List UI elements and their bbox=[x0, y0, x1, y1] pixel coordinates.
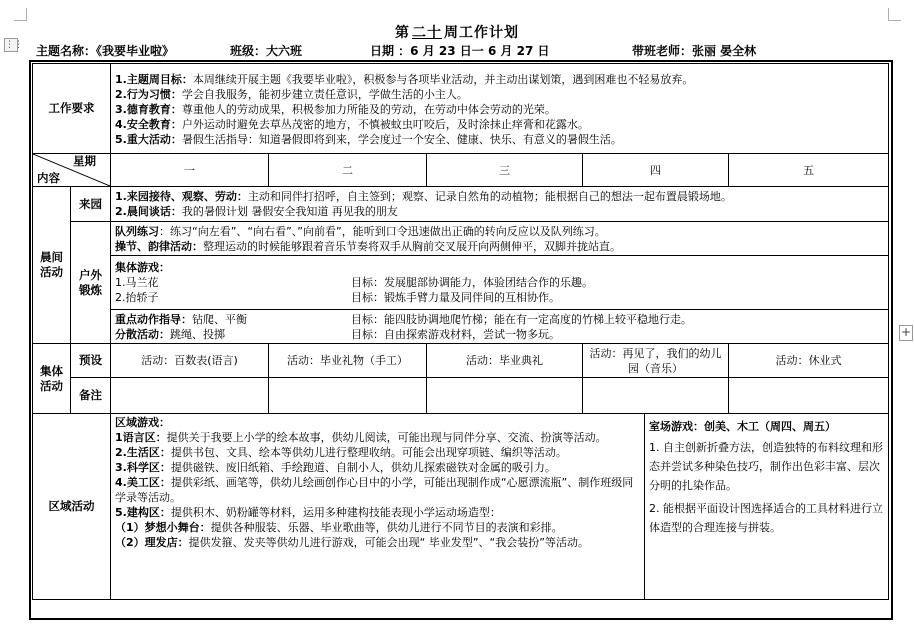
week-header-row bbox=[33, 154, 889, 187]
preset-label: 预设 bbox=[71, 344, 111, 378]
table-move-handle[interactable]: ⋮⋮ bbox=[5, 40, 23, 50]
outdoor-line: 队列练习：练习“向左看”、“向右看”、”向前看”，能听到口令迅速做出正确的转向反应以及队列练习。 bbox=[115, 224, 606, 238]
area-item: 2.生活区：提供书包、文具、绘本等供幼儿进行整理收纳。可能会出现穿项链、编织等活动。 bbox=[115, 446, 567, 459]
weekday-header-label: 星期 bbox=[73, 154, 96, 168]
day-thursday: 四 bbox=[583, 154, 729, 187]
group-games-title: 集体游戏： bbox=[115, 261, 170, 274]
remark-thursday bbox=[583, 378, 729, 414]
content-header-label: 内容 bbox=[37, 171, 60, 185]
requirement-item: 5.重大活动：暑假生活指导：知道暑假即将到来，学会度过一个安全、健康、快乐、有意义的暑假生活。 bbox=[115, 132, 622, 146]
area-games-title: 区域游戏： bbox=[115, 416, 170, 429]
room-games-title: 室场游戏：创美、木工（周四、周五） bbox=[649, 420, 836, 433]
room-game-item: 2. 能根据平面设计图选择适合的工具材料进行立体造型的合理连接与拼装。 bbox=[649, 502, 883, 534]
group-game-item: 2.抬轿子 目标：锻炼手臂力量及同伴间的互相协作。 bbox=[115, 291, 560, 304]
day-tuesday: 二 bbox=[269, 154, 427, 187]
collective-preset-row bbox=[33, 344, 889, 378]
collective-activity-wednesday: 活动：毕业典礼 bbox=[427, 344, 583, 378]
arrival-label: 来园 bbox=[71, 187, 111, 222]
requirement-item: 3.德育教育：尊重他人的劳动成果，积极参加力所能及的劳动，在劳动中体会劳动的光荣。 bbox=[115, 102, 556, 116]
document-title bbox=[0, 22, 914, 42]
collective-activity-tuesday: 活动：毕业礼物（手工） bbox=[269, 344, 427, 378]
outdoor-row bbox=[33, 222, 889, 256]
skill-item: 重点动作指导：钻爬、平衡 目标：能四肢协调地爬竹梯；能在有一定高度的竹梯上较平稳地行走。 bbox=[115, 312, 692, 326]
area-item: （2）理发店：提供发箍、发夹等供幼儿进行游戏，可能会出现“ 毕业发型”、“我会装扮”等活动。 bbox=[115, 536, 589, 549]
area-item: 3.科学区：提供磁铁、废旧纸箱、手绘跑道、自制小人，供幼儿探索磁铁对金属的吸引力。 bbox=[115, 461, 556, 474]
requirement-item: 4.安全教育：户外运动时避免去草丛茂密的地方，不慎被蚊虫叮咬后，及时涂抹止痒膏和花露水。 bbox=[115, 117, 589, 131]
day-friday: 五 bbox=[729, 154, 889, 187]
area-item: （1）梦想小舞台：提供各种服装、乐器、毕业歌曲等，供幼儿进行不同节目的表演和彩排。 bbox=[115, 521, 563, 534]
skill-item: 分散活动：跳绳、投掷 目标：自由探索游戏材料，尝试一物多玩。 bbox=[115, 327, 560, 341]
requirement-item: 1.主题周目标：本周继续开展主题《我要毕业啦》，积极参与各项毕业活动，并主动出谋划策，遇到困难也不轻易放弃。 bbox=[115, 72, 694, 86]
area-item: 4.美工区：提供彩纸、画笔等，供幼儿绘画创作心目中的小学，可能出现制作成“心愿漂流瓶”、制作班级同学录等活动。 bbox=[115, 476, 634, 504]
skills-content bbox=[111, 310, 889, 344]
morning-activity-label: 晨间活动 bbox=[33, 187, 71, 344]
header-info bbox=[36, 42, 896, 60]
remark-monday bbox=[111, 378, 269, 414]
collective-remark-row bbox=[33, 378, 889, 414]
week-number: 二十 bbox=[412, 25, 442, 41]
title-prefix: 第 bbox=[395, 25, 410, 41]
remark-wednesday bbox=[427, 378, 583, 414]
remark-friday bbox=[729, 378, 889, 414]
room-game-item: 1. 自主创新折叠方法，创造独特的布料纹理和形态并尝试多种染色技巧，制作出色彩丰富、层次分明的扎染作品。 bbox=[649, 441, 883, 492]
date-range: 日期 ：6 月 23 日一 6 月 27 日 bbox=[370, 44, 550, 58]
theme-name: 主题名称：《我要毕业啦》 bbox=[36, 44, 175, 58]
requirements-content bbox=[111, 64, 889, 154]
teachers: 带班老师：张丽 晏全林 bbox=[632, 44, 757, 58]
skills-row bbox=[33, 310, 889, 344]
outdoor-line: 操节、韵律活动：整理运动的时候能够跟着音乐节奏将双手从胸前交叉展开向两侧伸平，双脚并拢站直。 bbox=[115, 239, 621, 253]
group-game-item: 1.马兰花 目标：发展腿部协调能力，体验团结合作的乐趣。 bbox=[115, 276, 593, 289]
arrival-line: 1.来园接待、观察、劳动：主动和同伴打招呼，自主签到；观察、记录自然角的动植物；能根据自己的想法一起布置晨锻场地。 bbox=[115, 190, 732, 203]
page-corner-mark bbox=[14, 8, 27, 21]
page-corner-mark bbox=[888, 8, 901, 21]
remark-tuesday bbox=[269, 378, 427, 414]
add-column-button[interactable]: + bbox=[900, 325, 912, 339]
collective-activity-friday: 活动：休业式 bbox=[729, 344, 889, 378]
group-games-content bbox=[111, 256, 889, 310]
week-content-corner bbox=[33, 154, 111, 187]
arrival-row bbox=[33, 187, 889, 222]
collective-activity-thursday: 活动：再见了，我们的幼儿园（音乐） bbox=[583, 344, 729, 378]
collective-activity-monday: 活动：百数表(语言) bbox=[111, 344, 269, 378]
area-games-content bbox=[111, 414, 645, 600]
arrival-content bbox=[111, 187, 889, 222]
weekly-plan-table bbox=[32, 63, 889, 600]
area-item: 1语言区：提供关于我要上小学的绘本故事，供幼儿阅读，可能出现与同伴分享、交流、扮演等活动。 bbox=[115, 431, 607, 444]
day-monday: 一 bbox=[111, 154, 269, 187]
remark-label: 备注 bbox=[71, 378, 111, 414]
collective-activity-label: 集体活动 bbox=[33, 344, 71, 414]
outdoor-exercise-label: 户外锻炼 bbox=[71, 222, 111, 344]
area-item: 5.建构区：提供积木、奶粉罐等材料，运用多种建构技能表现小学运动场造型： bbox=[115, 506, 501, 519]
day-wednesday: 三 bbox=[427, 154, 583, 187]
group-games-row bbox=[33, 256, 889, 310]
title-suffix: 周工作计划 bbox=[444, 25, 519, 41]
requirements-label: 工作要求 bbox=[33, 64, 111, 154]
class-name: 班级：大六班 bbox=[230, 44, 303, 58]
room-games-content bbox=[645, 414, 889, 600]
arrival-line: 2.晨间谈话：我的暑假计划 暑假安全我知道 再见我的朋友 bbox=[115, 205, 398, 218]
requirements-row bbox=[33, 64, 889, 154]
outdoor-content bbox=[111, 222, 889, 256]
area-activity-row bbox=[33, 414, 889, 600]
area-activity-label: 区域活动 bbox=[33, 414, 111, 600]
requirement-item: 2.行为习惯：学会自我服务，能初步建立责任意识，学做生活的小主人。 bbox=[115, 87, 468, 101]
